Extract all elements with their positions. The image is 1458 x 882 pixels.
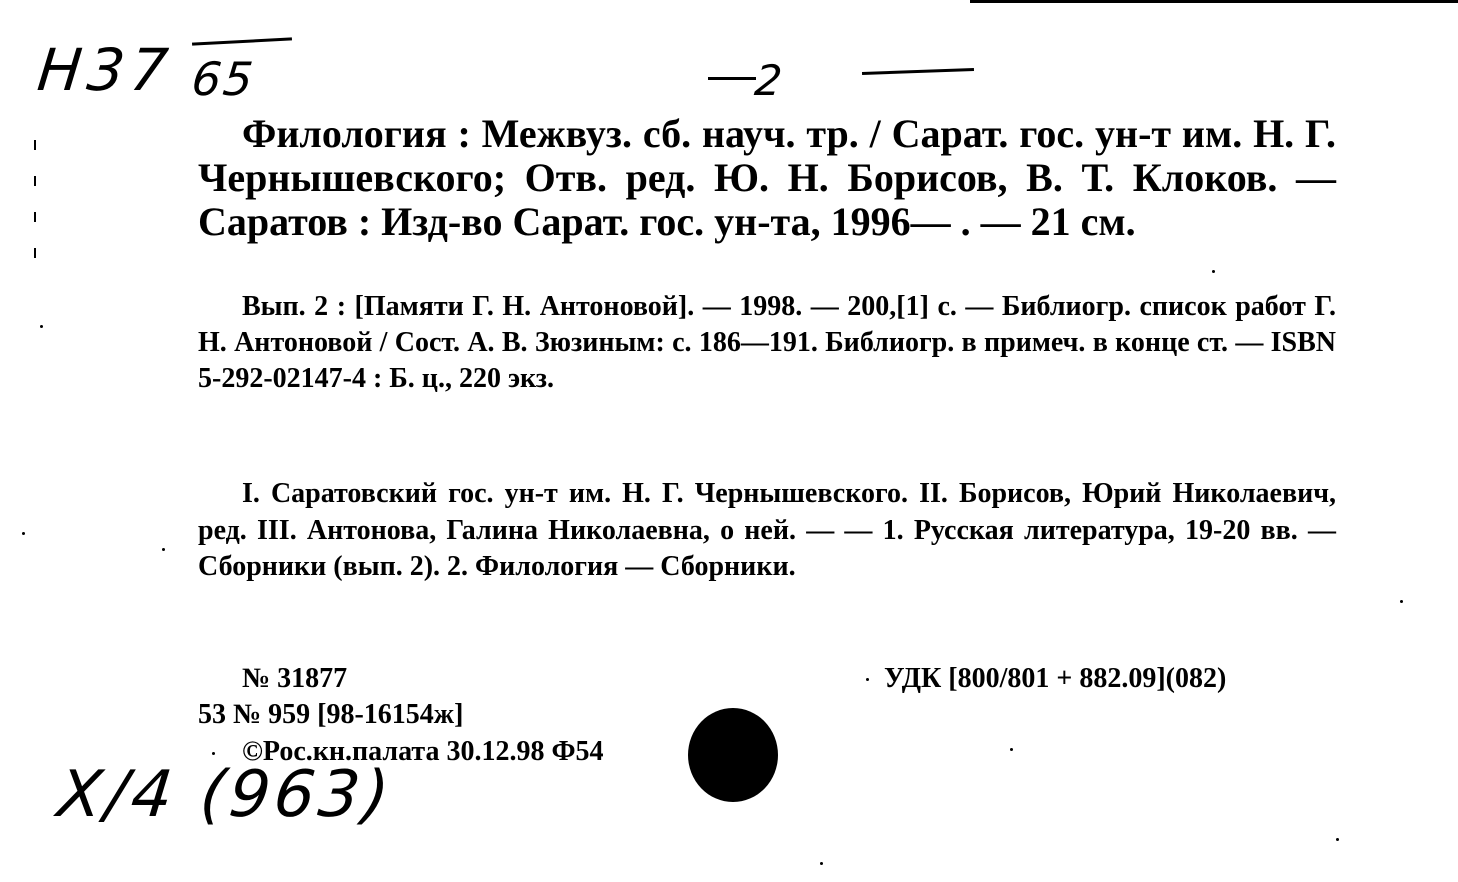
scan-speck	[34, 176, 36, 186]
scan-speck	[34, 248, 36, 258]
copyright-line: ©Рос.кн.палата 30.12.98 Ф54	[242, 736, 604, 767]
handwritten-shelf-mark: Н37	[34, 36, 177, 104]
udc-classification: УДК [800/801 + 882.09](082)	[884, 663, 1227, 694]
scan-speck	[866, 678, 869, 681]
scan-speck	[1212, 270, 1215, 273]
scan-speck	[22, 532, 25, 535]
scan-speck	[40, 325, 43, 328]
subject-tracings: I. Саратовский гос. ун-т им. Н. Г. Чернышевского. II. Борисов, Юрий Николаевич, ред. III. Антонова, Галина Николаевна, о ней. — — 1. Русская литература, 19-20 вв. — Сборники (вып. 2). 2. Филология — Сборники.	[198, 478, 1336, 582]
handwritten-page-number: 2	[752, 56, 787, 105]
record-number: № 31877	[242, 663, 348, 694]
main-bibliographic-entry: Филология : Межвуз. сб. науч. тр. / Сарат. гос. ун-т им. Н. Г. Чернышевского; Отв. ред. Ю. Н. Борисов, В. Т. Клоков. — Саратов : Изд-во Сарат. гос. ун-та, 1996— . — 21 см.	[198, 111, 1336, 244]
scan-speck	[34, 140, 36, 150]
scan-speck	[212, 752, 215, 755]
order-number: 53 № 959 [98-16154ж]	[198, 699, 464, 730]
handwritten-inventory-note: Х/4 (963)	[54, 758, 397, 832]
scan-speck	[34, 212, 36, 222]
scan-speck	[162, 548, 165, 551]
scan-speck	[1010, 748, 1013, 751]
scan-speck	[1336, 838, 1339, 841]
top-edge-rule	[970, 0, 1458, 3]
punch-hole	[688, 708, 778, 802]
scan-speck	[820, 862, 823, 865]
page-number-dash-left	[708, 77, 756, 80]
issue-description: Вып. 2 : [Памяти Г. Н. Антоновой]. — 1998. — 200,[1] с. — Библиогр. список работ Г. Н. Антоновой / Сост. А. В. Зюзиным: с. 186—191. Библиогр. в примеч. в конце ст. — ISBN 5-292-02147-4 : Б. ц., 220 экз.	[198, 291, 1336, 394]
handwritten-shelf-number: 65	[189, 52, 258, 106]
shelf-number-overline	[192, 37, 292, 45]
scan-speck	[1400, 600, 1403, 603]
page-number-dash-right	[862, 68, 974, 75]
